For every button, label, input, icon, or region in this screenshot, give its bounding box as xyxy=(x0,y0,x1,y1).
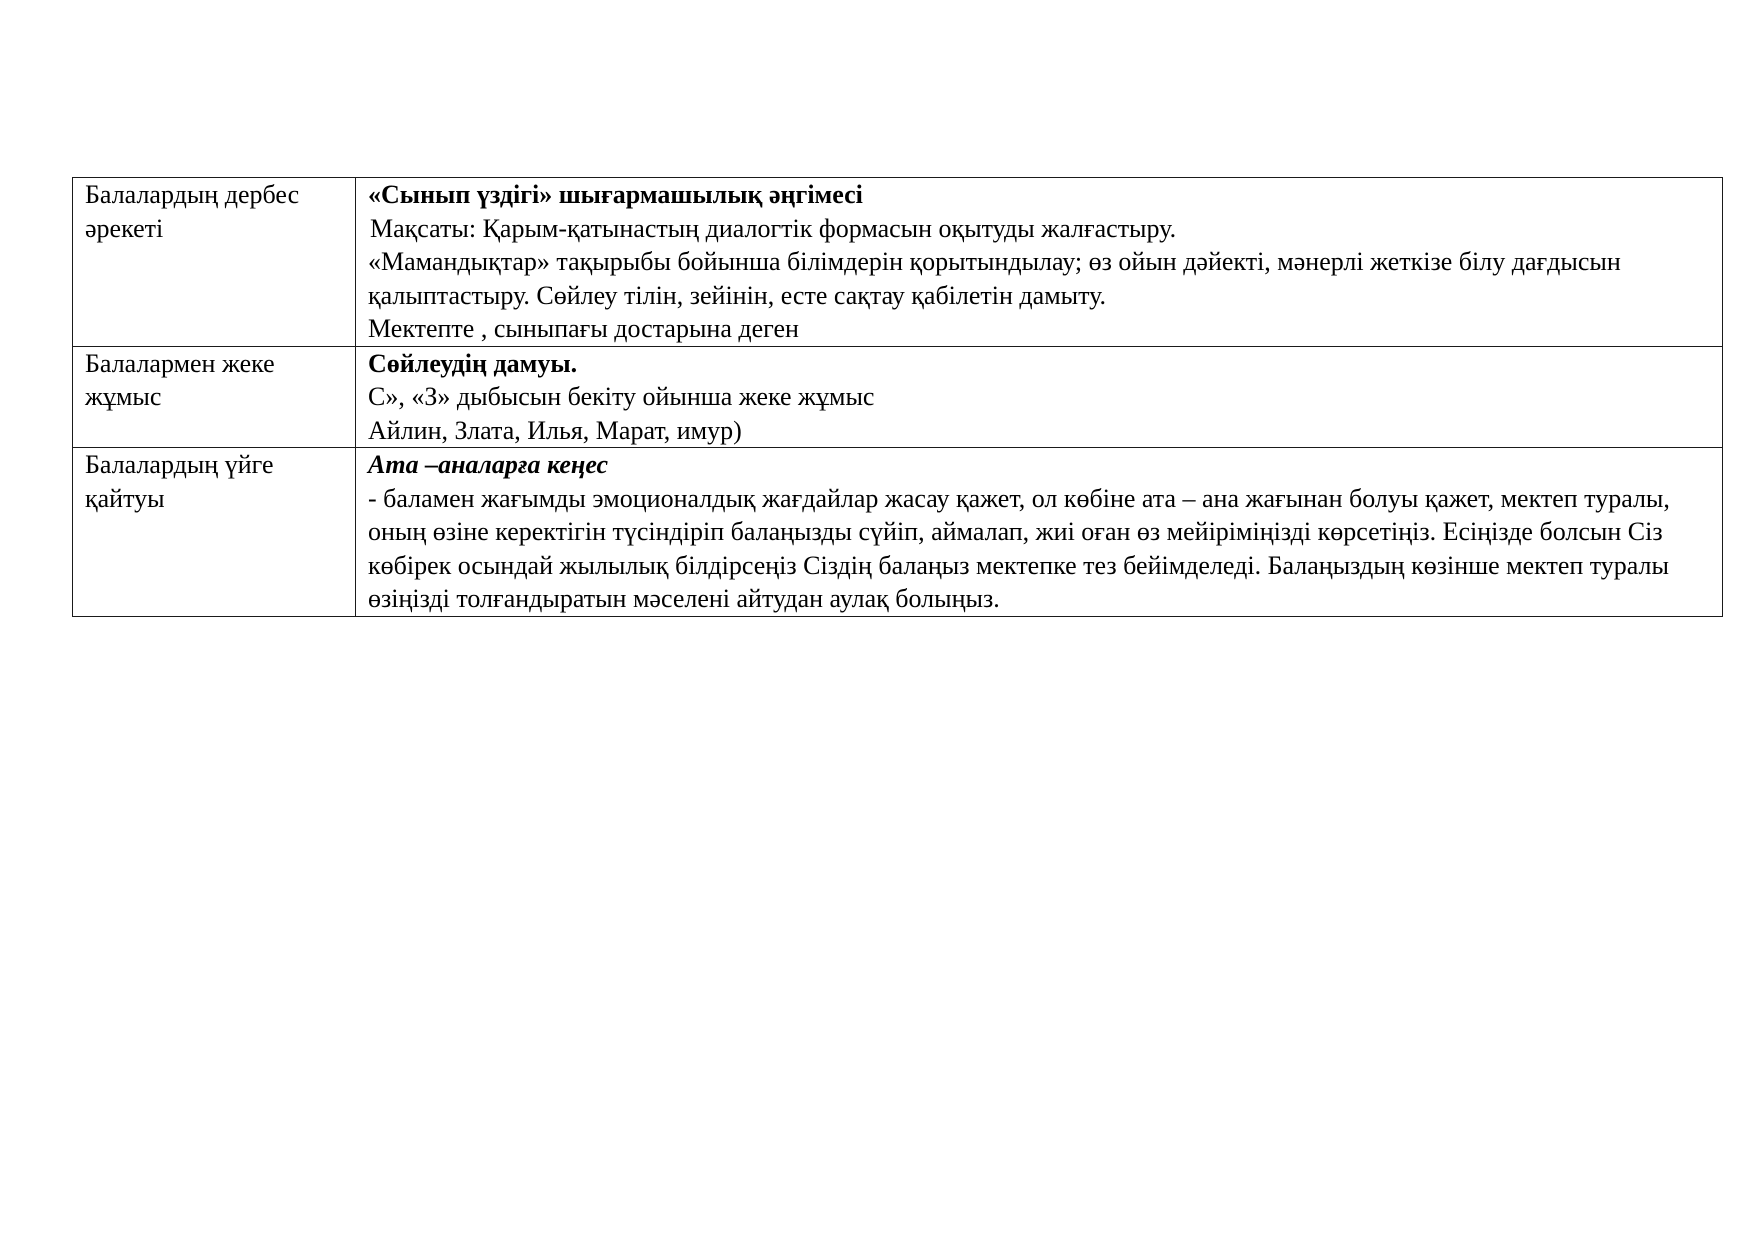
content-line: Мектепте , сыныпағы достарына деген xyxy=(368,314,799,343)
row-label-cell xyxy=(73,178,356,347)
row-content-cell xyxy=(356,448,1723,617)
row-content-cell xyxy=(356,346,1723,448)
content-line: Айлин, Злата, Илья, Марат, имур) xyxy=(368,415,742,445)
row-label: Балалардың үйге қайтуы xyxy=(85,450,274,513)
table-row xyxy=(73,448,1723,617)
table-row xyxy=(73,178,1723,347)
content-line: С», «З» дыбысын бекіту ойынша жеке жұмыс xyxy=(368,382,875,411)
row-label: Балалармен жеке жұмыс xyxy=(85,348,275,411)
activity-title: Сөйлеудің дамуы. xyxy=(368,348,578,378)
activity-title: «Сынып үздігі» шығармашылық әңгімесі xyxy=(368,180,863,209)
activity-title: Ата –аналарға кеңес xyxy=(368,450,609,479)
table-row xyxy=(73,346,1723,448)
row-label: Балалардың дербес әрекеті xyxy=(85,180,300,243)
content-line: «Мамандықтар» тақырыбы бойынша білімдерін қорытындылау; өз ойын дәйекті, мәнерлі жеткізе білу дағдысын xyxy=(368,247,1621,276)
row-label-cell xyxy=(73,346,356,448)
row-label-cell xyxy=(73,448,356,617)
content-line: қалыптастыру. Сөйлеу тілін, зейінін, есте сақтау қабілетін дамыту. xyxy=(368,280,1107,310)
content-line: Мақсаты: Қарым-қатынастың диалогтік формасын оқытуды жалғастыру. xyxy=(370,213,1177,243)
content-paragraph: - баламен жағымды эмоционалдық жағдайлар жасау қажет, ол көбіне ата – ана жағынан болуы қажет, мектеп туралы, оның өзіне керектігін түсіндіріп балаңызды сүйіп, аймалап, жиі оған өз мейіріміңізді көрсетіңіз. Есіңізде болсын Сіз көбірек осындай жылылық білдірсеңіз Сіздің балаңыз мектепке тез бейімделеді. Балаңыздың көзінше мектеп туралы өзіңізді толғандыратын мәселені айтудан аулақ болыңыз. xyxy=(368,483,1670,613)
row-content-cell xyxy=(356,178,1723,347)
daily-plan-table xyxy=(72,177,1723,617)
